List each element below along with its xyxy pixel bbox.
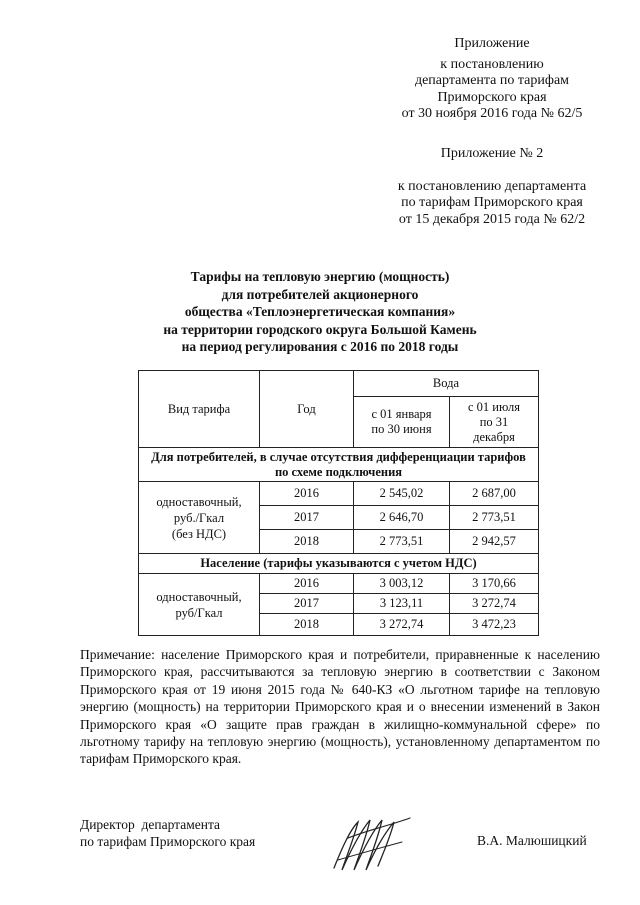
tariff-value-period-2: 2 687,00 [450, 482, 539, 506]
tariff-category-line: одноставочный, [156, 589, 242, 604]
appendix-2-block [372, 146, 612, 228]
appendix-1-line: от 30 ноября 2016 года № 62/5 [401, 106, 583, 121]
year-cell: 2017 [260, 506, 354, 530]
tariff-category-line: руб/Гкал [175, 605, 223, 620]
tariff-category [139, 482, 260, 554]
title-line: для потребителей акционерного [221, 286, 419, 302]
tariff-category-line: руб./Гкал [173, 510, 225, 525]
appendix-1-line: к постановлению [440, 56, 544, 72]
signatory-name: В.А. Малюшицкий [477, 833, 587, 848]
section-title: Население (тарифы указываются с учетом НДС) [139, 554, 539, 574]
appendix-2-line: от 15 декабря 2015 года № 62/2 [398, 211, 586, 227]
tariff-category [139, 574, 260, 636]
tariff-category-line: (без НДС) [171, 526, 227, 541]
document-title [40, 268, 600, 356]
title-line: Тарифы на тепловую энергию (мощность) [190, 269, 450, 284]
tariff-value-period-1: 2 773,51 [354, 530, 450, 554]
appendix-2-line: по тарифам Приморского края [401, 195, 583, 210]
tariff-value-period-1: 3 123,11 [354, 594, 450, 614]
tariff-value-period-1: 3 003,12 [354, 574, 450, 594]
appendix-2-heading: Приложение № 2 [440, 146, 544, 161]
year-cell: 2018 [260, 530, 354, 554]
appendix-1-line: Приморского края [437, 89, 547, 105]
header-period-2-line: по 31 [479, 414, 509, 429]
header-period-2-line: декабря [473, 429, 515, 444]
header-period-1-line: с 01 января [371, 407, 432, 421]
title-line: на период регулирования с 2016 по 2018 годы [181, 339, 459, 354]
tariff-value-period-2: 2 942,57 [450, 530, 539, 554]
header-water: Вода [354, 371, 539, 397]
tariffs-table [138, 370, 539, 636]
title-line: общества «Теплоэнергетическая компания» [184, 304, 456, 319]
tariff-value-period-1: 2 646,70 [354, 506, 450, 530]
tariff-value-period-2: 3 170,66 [450, 574, 539, 594]
handwritten-signature [328, 808, 418, 883]
header-period-1 [354, 397, 450, 448]
header-period-1-line: по 30 июня [371, 422, 432, 436]
tariff-value-period-2: 3 472,23 [450, 614, 539, 636]
tariff-value-period-1: 2 545,02 [354, 482, 450, 506]
header-tariff-type: Вид тарифа [139, 371, 260, 448]
header-period-2 [450, 397, 539, 448]
year-cell: 2018 [260, 614, 354, 636]
year-cell: 2016 [260, 482, 354, 506]
note-paragraph: Примечание: население Приморского края и потребители, приравненные к населению Приморского края, рассчитываются за тепловую энергию в соответствии с Законом Приморского края от 19 июня 2015 года № 640-КЗ «О льготном тарифе на тепловую энергию (мощность) на территории Приморского края и о внесении изменений в Закон Приморского края «О защите прав граждан в жилищно-коммунальной сфере» по льготному тарифу на тепловую энергию (мощность), установленному департаментом по тарифам Приморского края. [80, 647, 600, 767]
appendix-2-line: к постановлению департамента [397, 178, 587, 194]
tariff-value-period-2: 3 272,74 [450, 594, 539, 614]
year-cell: 2016 [260, 574, 354, 594]
title-line: на территории городского округа Большой Камень [163, 321, 477, 337]
tariff-category-line: одноставочный, [156, 494, 242, 509]
appendix-1-block [372, 36, 612, 123]
tariff-value-period-2: 2 773,51 [450, 506, 539, 530]
header-year: Год [260, 371, 354, 448]
year-cell: 2017 [260, 594, 354, 614]
signatory-position-line: Директор департамента [80, 817, 221, 832]
signatory-position [80, 816, 255, 850]
appendix-1-line: департамента по тарифам [414, 73, 570, 88]
tariff-value-period-1: 3 272,74 [354, 614, 450, 636]
signature-scribble [328, 808, 418, 878]
section-title: Для потребителей, в случае отсутствия дифференциации тарифов по схеме подключения [139, 448, 539, 482]
header-period-2-line: с 01 июля [467, 399, 520, 414]
signatory-position-line: по тарифам Приморского края [80, 834, 256, 849]
appendix-1-heading: Приложение [454, 36, 530, 51]
